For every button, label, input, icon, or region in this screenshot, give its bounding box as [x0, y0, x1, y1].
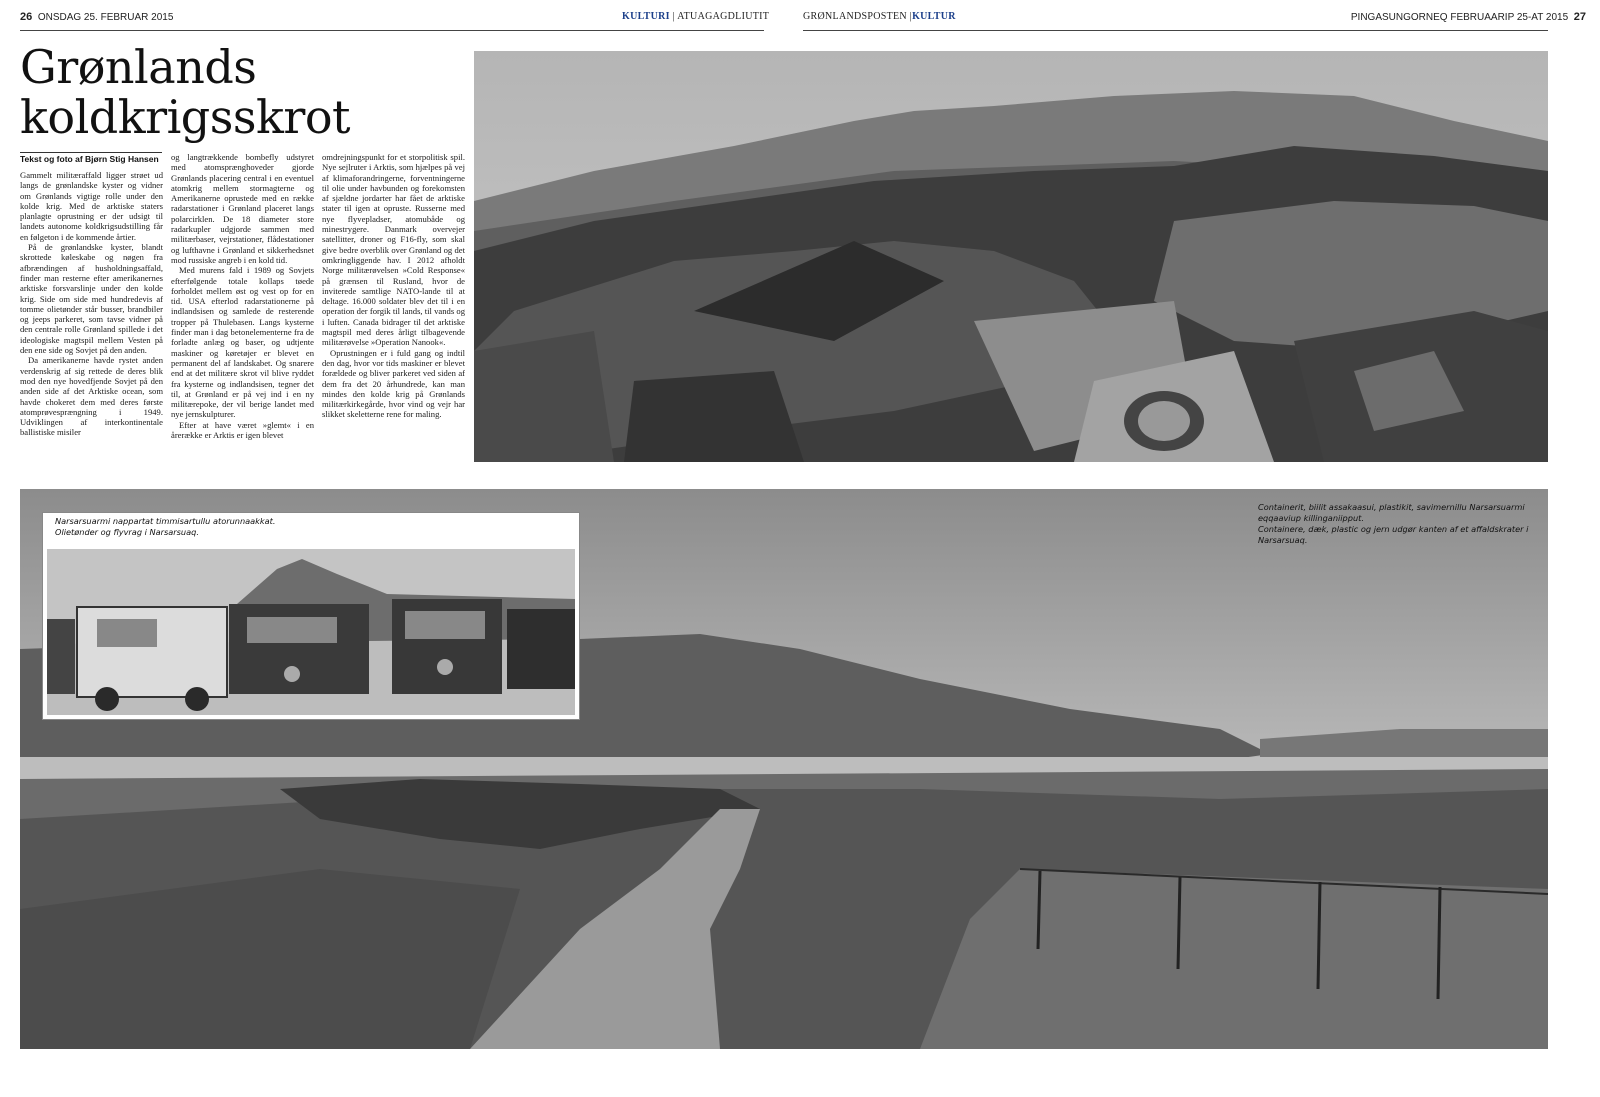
landscape-caption-line-1: Containerit, biilit assakaasui, plastikit, savimernillu Narsarsuarmi — [1258, 502, 1525, 512]
col1-paragraph: Da amerikanerne havde rystet anden verdenskrig af sig rettede de deres blik mod den nye hovedfjende Sovjet på den anden side af det Arktiske ocean, som havde chokeret dem med deres første atomprøvesprængning i 1949. Udviklingen af interkontinentale ballistiske misiler — [20, 355, 163, 438]
col2-paragraph: Efter at have været »glemt« i en årerække er Arktis er igen blevet — [171, 419, 314, 441]
right-section-kultur: KULTUR — [912, 11, 956, 22]
byline: Tekst og foto af Bjørn Stig Hansen — [20, 154, 159, 164]
article-headline — [20, 42, 470, 142]
right-section-sep: | — [909, 11, 913, 22]
landscape-caption-line-2: eqqaaviup killinganiipput. — [1258, 513, 1364, 523]
right-publication: GRØNLANDSPOSTEN — [803, 11, 907, 22]
inset-caption — [55, 516, 276, 538]
right-header-rule — [803, 30, 1548, 31]
article-column-3 — [322, 152, 465, 474]
byline-rule — [20, 152, 162, 153]
inset-caption-line-1: Narsarsuarmi nappartat timmisartullu atorunnaakkat. — [55, 516, 276, 526]
left-folio — [20, 11, 173, 23]
col2-paragraph: og langtrækkende bombefly udstyret med atomsprænghoveder gjorde Grønlands placering central i en eventuel atomkrig mellem stormagterne og Amerikanerne oprustede med en række radarstationer i Grønland placeret langs polarcirklen. De 18 diameter store radarkupler udgjorde sammen med militærbaser, vejrstationer, flådestationer og lufthavne i Grønland et sikkerhedsnet mod russiske angreb i en kold tid. — [171, 152, 314, 265]
landscape-caption-line-4: Narsarsuaq. — [1258, 535, 1308, 545]
article-column-1 — [20, 170, 163, 480]
left-section-name: ATUAGAGDLIUTIT — [677, 11, 770, 22]
col1-paragraph: På de grønlandske kyster, blandt skrottede køleskabe og nøgen fra afbrændingen af husholdningsaffald, finder man resterne efter amerikanernes arktiske forsvarslinje under den kolde krig. Side om side med hundredevis af tomme olietønder står busser, brandbiler og jeeps parkeret, som tavse vidner på den centrale rolle Grønland spillede i det ideologiske magtspil mellem Vesten på den ene side og Sovjet på den anden. — [20, 242, 163, 356]
landscape-caption-line-3: Containere, dæk, plastic og jern udgør kanten af et affaldskrater i — [1258, 524, 1529, 534]
col2-paragraph: Med murens fald i 1989 og Sovjets efterfølgende totale kollaps tøede forholdet mellem øst og vest op for en tid. USA efterlod radarstationerne på indlandsisen og samlede de resterende tropper på Thulebasen. Langs kysterne finder man i dag betonelementerne fra de forladte anlæg og baser, og udtjente maskiner og køretøjer er blevet en permanent del af landskabet. Og snarere end at det militære skrot vil blive ryddet fra kysterne og indlandsisen, tegner det til, at Grønland er på vej ind i en ny militærepoke, der vil berige landet med nye jernskulpturer. — [171, 265, 314, 420]
col1-paragraph: Gammelt militæraffald ligger strøet ud langs de grønlandske kyster og vidner om Grønlands vigtige rolle under den kolde krig. Med de arktiske staters planlagte oprustning er der udsigt til landets autonome koldkrigsudstilling får en følgeton i de kommende årtier. — [20, 170, 163, 242]
right-page-number: 27 — [1573, 11, 1586, 23]
headline-line-2: koldkrigsskrot — [20, 90, 351, 144]
right-section-header — [803, 11, 956, 22]
col3-paragraph: Oprustningen er i fuld gang og indtil den dag, hvor vor tids maskiner er blevet forældede og bliver parkeret ved siden af dem fra det 20 århundrede, kan man mindes den kolde krig på Grønlands militærkirkegårde, hvor vind og vejr har slikket skeletterne rene for maling. — [322, 347, 465, 420]
scrap-heap-photo — [474, 51, 1548, 462]
headline-line-1: Grønlands — [20, 40, 257, 94]
fire-trucks-photo — [47, 549, 575, 715]
left-date: ONSDAG 25. FEBRUAR 2015 — [37, 12, 174, 23]
article-column-2 — [171, 152, 314, 474]
col3-paragraph: omdrejningspunkt for et storpolitisk spil. Nye sejlruter i Arktis, som hjælpes på vej af klimaforandringerne, forventningerne til olie under havbunden og forekomsten af sjældne jordarter har fået de arktiske stater til igen at opruste. Russerne med nye flyvepladser, atomubåde og minestrygere. Danmark overvejer satellitter, droner og F16-fly, som skal give bedre overblik over Grønland og det omkringliggende hav. I 2012 afholdt Norge militærøvelsen »Cold Response« på grænsen til Rusland, hvor de inviterede samtlige NATO-lande til at deltage. 16.000 soldater blev det til i en operation der forgik til lands, til vands og i luften. Canada bidrager til det arktiske magtspil med deres årligt tilbagevende militærøvelse »Operation Nanook«. — [322, 152, 465, 348]
right-date: PINGASUNGORNEQ FEBRUAARIP 25-AT 2015 — [1350, 12, 1569, 23]
left-section-sep: | — [672, 11, 675, 22]
inset-caption-line-2: Olietønder og flyvrag i Narsarsuaq. — [55, 527, 199, 537]
right-folio — [1351, 11, 1586, 23]
fire-trucks-inset — [42, 512, 580, 720]
left-section-header — [622, 11, 769, 22]
left-header-rule — [20, 30, 764, 31]
left-section-kulturi: KULTURI — [622, 11, 670, 22]
landscape-caption — [1258, 502, 1528, 546]
left-page-number: 26 — [20, 11, 33, 23]
